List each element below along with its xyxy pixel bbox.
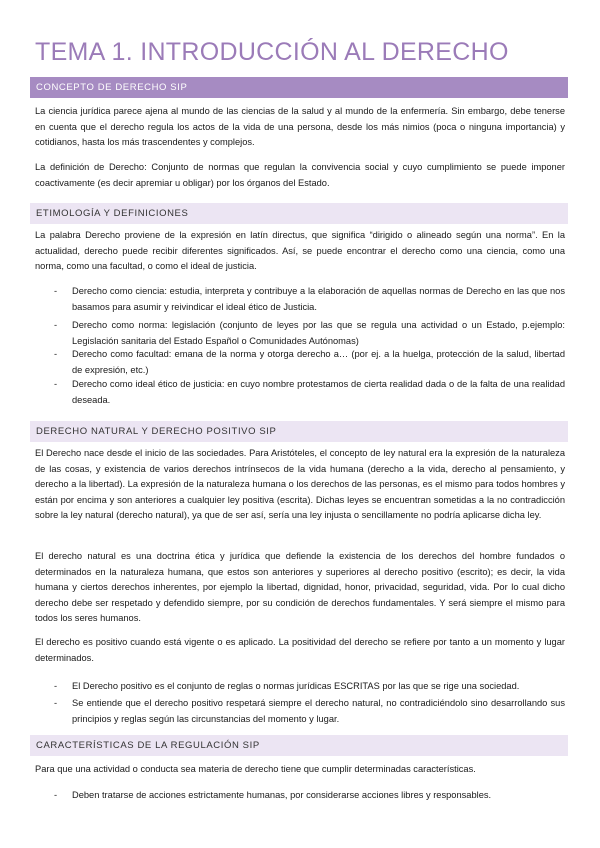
paragraph: La palabra Derecho proviene de la expresión en latín directus, que significa “dirigido o alineado según una norma”. En la actualidad, derecho puede recibir diferentes significados. Así, se puede encontrar el derecho como una ciencia, como una norma, como una facultad, o como el ideal de justicia.: [35, 230, 565, 272]
section-heading-derecho-natural: DERECHO NATURAL Y DERECHO POSITIVO SIP: [30, 421, 568, 442]
list-bullet: -: [54, 379, 58, 389]
list-bullet: -: [54, 698, 58, 708]
list-item: Deben tratarse de acciones estrictamente humanas, por considerarse acciones libres y responsables.: [72, 790, 492, 800]
list-item: Derecho como ciencia: estudia, interpreta y contribuye a la elaboración de aquellas normas de Derecho en las que nos basamos para asumir y reivindicar el ideal ético de Justicia.: [72, 286, 565, 312]
list-bullet: -: [54, 681, 58, 691]
list-bullet: -: [54, 320, 58, 330]
list-item: El Derecho positivo es el conjunto de reglas o normas jurídicas ESCRITAS por las que se rige una sociedad.: [72, 681, 520, 691]
paragraph: La definición de Derecho: Conjunto de normas que regulan la convivencia social y cuyo cumplimiento se puede imponer coactivamente (es decir apremiar u obligar) por los órganos del Estado.: [35, 162, 565, 188]
section-heading-concepto: CONCEPTO DE DERECHO SIP: [30, 77, 568, 98]
list-bullet: -: [54, 286, 58, 296]
list-bullet: -: [54, 349, 58, 359]
list-bullet: -: [54, 790, 58, 800]
paragraph: El derecho natural es una doctrina ética y jurídica que defiende la existencia de los derechos del hombre fundados o determinados en la naturaleza humana, que estos son anteriores y superiores al derecho positivo (escrito); es decir, la vida humana y ciertos derechos inherentes, por ejemplo la libertad, dignidad, honor, privacidad, seguridad, vida. Por lo cual dicho derecho debe ser respetado y defendido siempre, por su condición de derechos fundamentales. Y será siempre el mismo para todos los seres humanos.: [35, 551, 565, 624]
list-item: Se entiende que el derecho positivo respetará siempre el derecho natural, no contradiciéndolo sino desarrollando sus principios y reglas según las circunstancias del momento y lugar.: [72, 698, 565, 724]
page-title: TEMA 1. INTRODUCCIÓN AL DERECHO: [35, 38, 509, 66]
section-heading-etimologia: ETIMOLOGÍA Y DEFINICIONES: [30, 203, 568, 224]
paragraph: El derecho es positivo cuando está vigente o es aplicado. La positividad del derecho se refiere por tanto a un momento y lugar determinados.: [35, 637, 565, 663]
list-item: Derecho como ideal ético de justicia: en cuyo nombre protestamos de cierta realidad dada o de la falta de una realidad deseada.: [72, 379, 565, 405]
paragraph: Para que una actividad o conducta sea materia de derecho tiene que cumplir determinadas características.: [35, 764, 476, 774]
section-heading-caracteristicas: CARACTERÍSTICAS DE LA REGULACIÓN SIP: [30, 735, 568, 756]
list-item: Derecho como norma: legislación (conjunto de leyes por las que se regula una actividad o un Estado, p.ejemplo: Legislación sanitaria del Estado Español o Comunidades Autónomas): [72, 320, 565, 346]
paragraph: La ciencia jurídica parece ajena al mundo de las ciencias de la salud y al mundo de la enfermería. Sin embargo, debe tenerse en cuenta que el derecho regula los actos de la vida de una persona, desde los más nimios (poca o ninguna importancia) y cotidianos, hasta los más trascendentes y complejos.: [35, 106, 565, 148]
paragraph: El Derecho nace desde el inicio de las sociedades. Para Aristóteles, el concepto de ley natural era la expresión de la naturaleza de las cosas, y existencia de varios derechos intrínsecos de la vida humana (derecho a la vida, derecho al pensamiento, y derecho a la libertad). La expresión de la naturaleza humana o los derechos de las personas, es el mismo para todos hombres y están por encima y son anteriores a cualquier ley positiva (escrita). Dichas leyes se encuentran sometidas a la no contradicción sobre la ley natural (derecho natural), ya que de ser así, sería una ley injusta o sencillamente no podría aplicarse dicha ley.: [35, 448, 565, 521]
list-item: Derecho como facultad: emana de la norma y otorga derecho a… (por ej. a la huelga, protección de la salud, libertad de expresión, etc.): [72, 349, 565, 375]
